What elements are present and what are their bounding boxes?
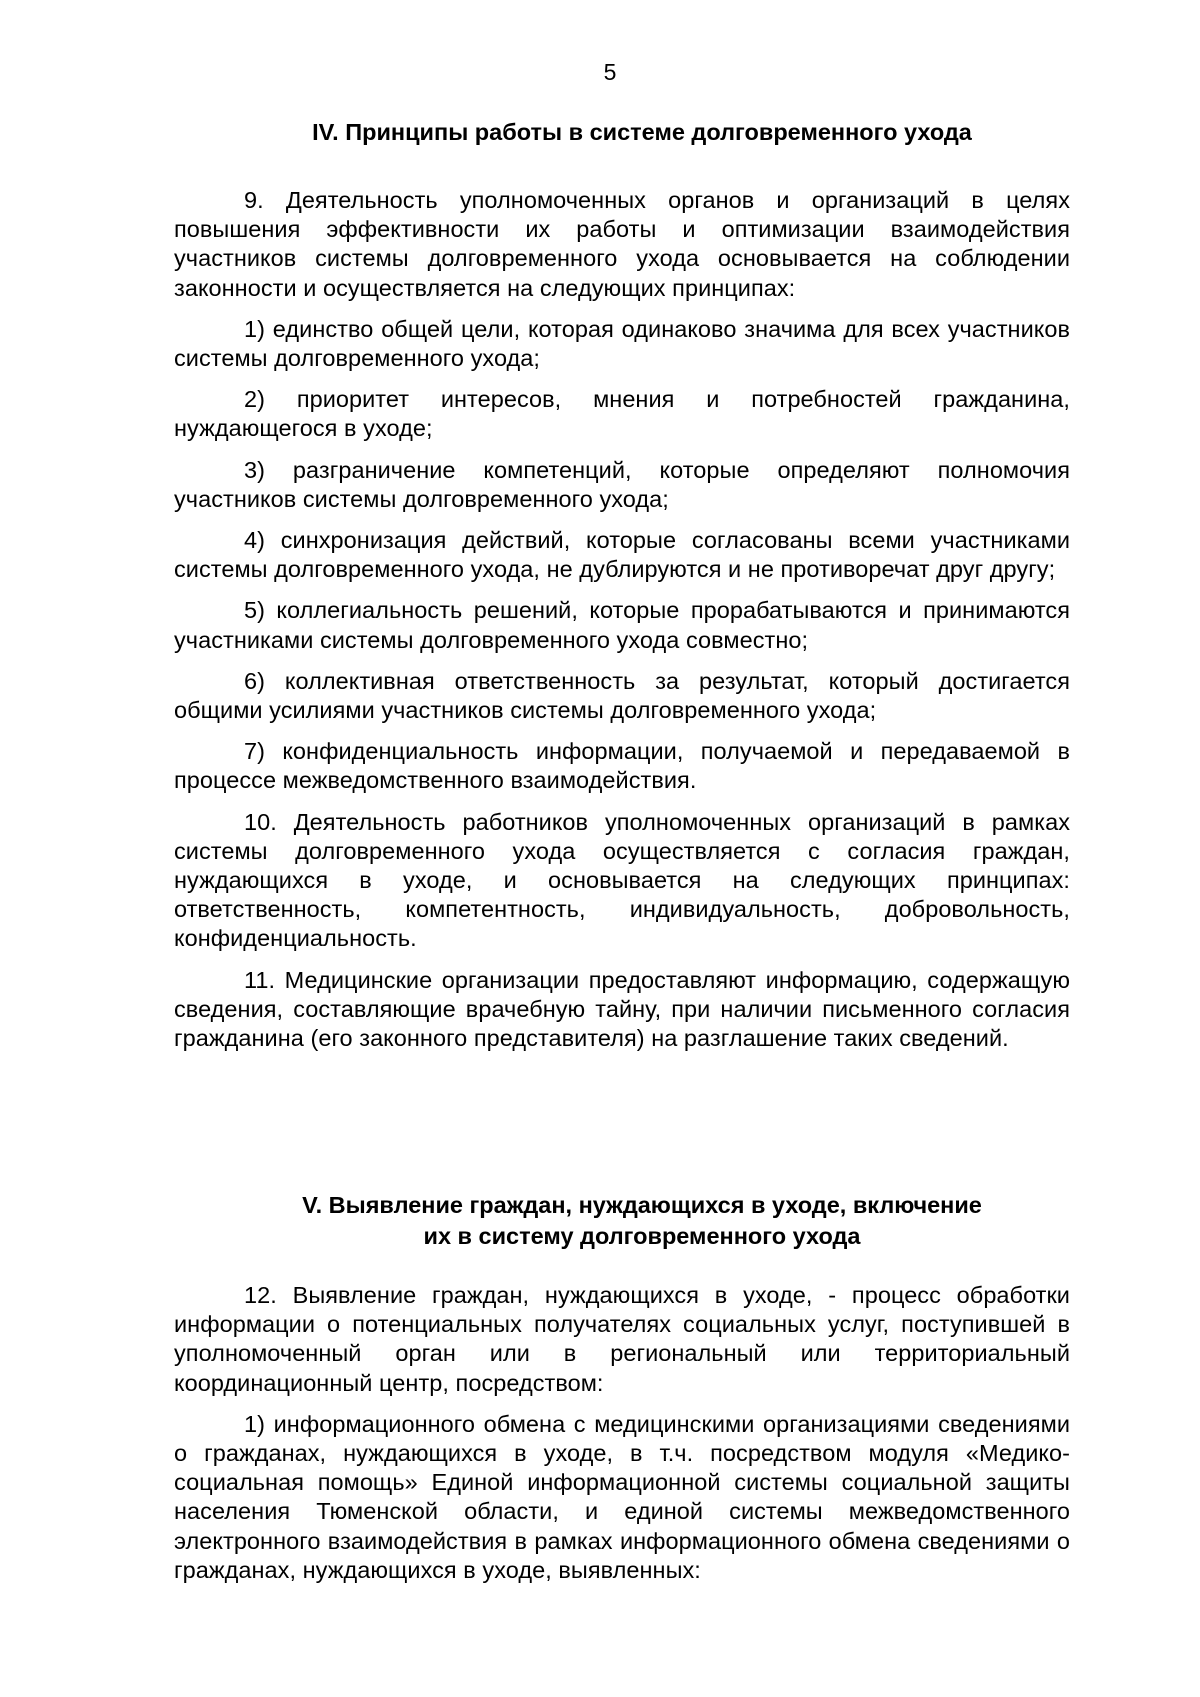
paragraph-12-item-1: 1) информационного обмена с медицинскими организациями сведениями о гражданах, нуждающихся в уходе, в т.ч. посредством модуля «Медико-социальная помощь» Единой информационной системы социальной защиты населения Тюменской области, и единой системы межведомственного электронного взаимодействия в рамках информационного обмена сведениями о гражданах, нуждающихся в уходе, выявленных: xyxy=(174,1410,1070,1583)
section-4-heading: IV. Принципы работы в системе долговременного ухода xyxy=(312,119,972,145)
section-4-body xyxy=(174,186,1070,1065)
principle-4: 4) синхронизация действий, которые согласованы всеми участниками системы долговременного ухода, не дублируются и не противоречат друг другу; xyxy=(174,527,1070,583)
page-number: 5 xyxy=(603,59,617,85)
paragraph-12: 12. Выявление граждан, нуждающихся в уходе, - процесс обработки информации о потенциальных получателях социальных услуг, поступившей в уполномоченный орган или в региональный или территориальный координационный центр, посредством: xyxy=(174,1282,1070,1396)
principle-6: 6) коллективная ответственность за результат, который достигается общими усилиями участников системы долговременного ухода; xyxy=(174,667,1070,724)
principle-7: 7) конфиденциальность информации, получаемой и передаваемой в процессе межведомственного взаимодействия. xyxy=(174,738,1070,794)
section-5-heading-line-1: V. Выявление граждан, нуждающихся в уходе, включение xyxy=(302,1192,982,1218)
principle-2: 2) приоритет интересов, мнения и потребностей гражданина, нуждающегося в уходе; xyxy=(174,386,1070,442)
paragraph-11: 11. Медицинские организации предоставляют информацию, содержащую сведения, составляющие врачебную тайну, при наличии письменного согласия гражданина (его законного представителя) на разглашение таких сведений. xyxy=(174,966,1070,1052)
section-5-heading xyxy=(194,1190,1090,1252)
paragraph-9: 9. Деятельность уполномоченных органов и организаций в целях повышения эффективности их работы и оптимизации взаимодействия участников системы долговременного ухода основывается на соблюдении законности и осуществляется на следующих принципах: xyxy=(174,187,1070,301)
section-5-heading-line-2: их в систему долговременного ухода xyxy=(423,1223,861,1249)
principle-3: 3) разграничение компетенций, которые определяют полномочия участников системы долговременного ухода; xyxy=(174,456,1070,512)
paragraph-10: 10. Деятельность работников уполномоченных организаций в рамках системы долговременного ухода осуществляется с согласия граждан, нуждающихся в уходе, и основывается на следующих принципах: ответственность, компетентность, индивидуальность, добровольность, конфиденциальность. xyxy=(174,808,1070,952)
section-5-body xyxy=(174,1281,1070,1597)
principle-1: 1) единство общей цели, которая одинаково значима для всех участников системы долговременного ухода; xyxy=(174,315,1070,372)
principle-5: 5) коллегиальность решений, которые прорабатываются и принимаются участниками системы долговременного ухода совместно; xyxy=(174,597,1070,653)
